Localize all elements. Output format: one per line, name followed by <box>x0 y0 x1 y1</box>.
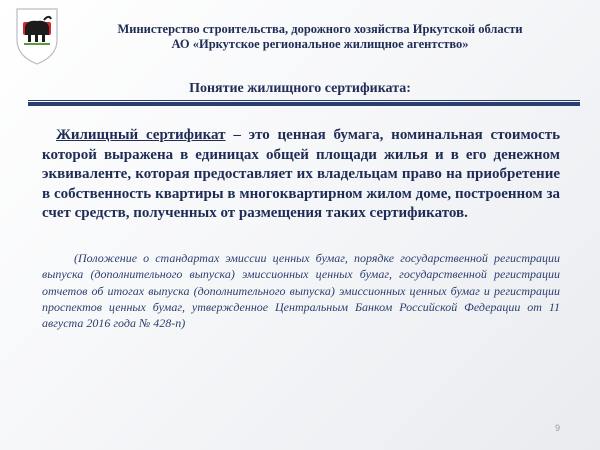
definition-text: – это ценная бумага, номинальная стоимость которой выражена в единицах общей площади жилья и в его денежном эквиваленте, которая предоставляет их владельцам право на приобретение в собственность квартиры в многоквартирном жилом доме, построенном за счет средств, полученных от размещения таких сертификатов. <box>42 127 560 221</box>
header-divider-thick <box>28 102 580 106</box>
slide-subtitle: Понятие жилищного сертификата: <box>189 81 411 96</box>
coat-of-arms-icon <box>14 6 60 66</box>
legal-citation: (Положение о стандартах эмиссии ценных бумаг, порядке государственной регистрации выпуска (дополнительного выпуска) эмиссионных ценных бумаг, государственной регистрации отчетов об итогах выпуска (дополнительного выпуска) эмиссионных ценных бумаг и регистрации проспектов ценных бумаг, утвержденное Центральным Банком Российской Федерации от 11 августа 2016 года № 428-п) <box>42 251 560 331</box>
definition-paragraph <box>42 126 560 224</box>
definition-term: Жилищный сертификат <box>56 127 226 143</box>
ministry-name: Министерство строительства, дорожного хозяйства Иркутской области <box>117 22 523 36</box>
organization-header <box>70 22 570 52</box>
page-number: 9 <box>555 423 561 433</box>
header-divider-thin <box>28 100 580 101</box>
agency-name: АО «Иркутское региональное жилищное агентство» <box>171 37 469 51</box>
